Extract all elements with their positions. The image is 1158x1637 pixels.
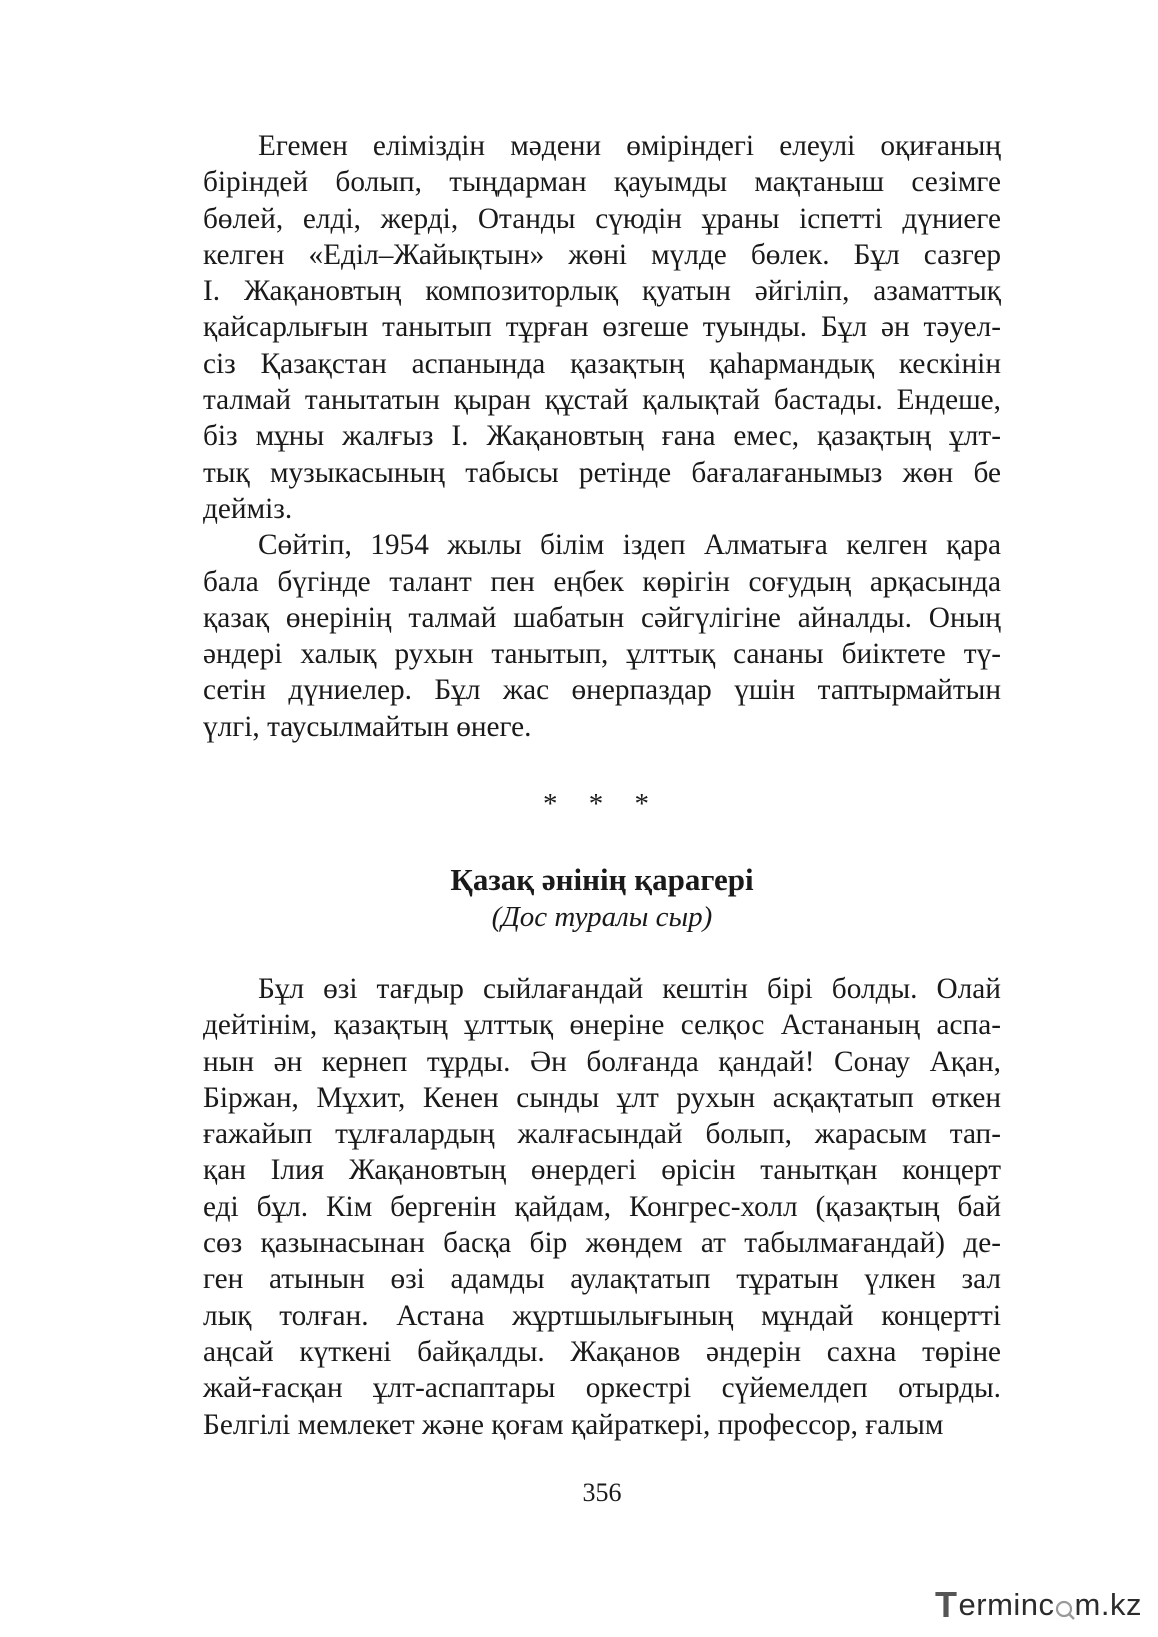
- text-line: дейміз.: [203, 492, 293, 525]
- text-line: талмай танытатын қыран құстай қалықтай бастады. Ендеше,: [203, 384, 1001, 417]
- text-line: аңсай күткені байқалды. Жақанов әндерін сахна төріне: [203, 1335, 1001, 1368]
- section-1: [203, 128, 1001, 745]
- paragraph: [203, 527, 1001, 745]
- text-line: біріндей болып, тыңдарман қауымды мақтаныш сезімге: [203, 166, 1001, 199]
- section-1-paragraphs: [203, 128, 1001, 745]
- text-line: тық музыкасының табысы ретінде бағалағанымыз жөн бе: [203, 456, 1001, 489]
- section-2-paragraphs: [203, 971, 1001, 1443]
- watermark-letter: T: [935, 1584, 958, 1625]
- magnifier-icon: [1055, 1593, 1075, 1617]
- text-line: Егемен еліміздін мәдени өміріндегі елеулі оқиғаның: [258, 130, 1001, 162]
- text-line: бала бүгінде талант пен еңбек көрігін соғудың арқасында: [203, 565, 1001, 598]
- text-line: еді бұл. Кім бергенін қайдам, Конгрес-холл (қазақтың бай: [203, 1190, 1001, 1223]
- text-line: әндері халық рухын танытып, ұлттық сананы биіктете тү-: [203, 638, 1001, 671]
- text-line: біз мұны жалғыз І. Жақановтың ғана емес, қазақтың ұлт-: [203, 420, 1001, 453]
- text-line: Сөйтіп, 1954 жылы білім іздеп Алматыға келген қара: [258, 529, 1001, 562]
- chapter-title: Қазақ әнінің қарагері: [450, 862, 754, 897]
- text-line: Белгілі мемлекет және қоғам қайраткері, профессор, ғалым: [203, 1408, 944, 1441]
- paragraph: [203, 971, 1001, 1443]
- text-line: бөлей, елді, жерді, Отанды сүюдін ұраны іспетті дүниеге: [203, 202, 1001, 235]
- page-number: 356: [582, 1478, 622, 1507]
- section-2: [203, 971, 1001, 1443]
- text-line: ген атынын өзі адамды аулақтатып тұратын үлкен зал: [203, 1263, 1001, 1296]
- text-line: дейтінім, қазақтың ұлттық өнеріне селқос Астананың аспа-: [203, 1009, 1001, 1042]
- text-line: ғажайып тұлғалардың жалғасындай болып, жарасым тап-: [203, 1118, 1001, 1151]
- text-line: үлгі, таусылмайтын өнеге.: [203, 710, 532, 743]
- site-watermark[interactable]: [935, 1583, 1145, 1627]
- text-line: лық толған. Астана жұртшылығының мұндай концертті: [203, 1299, 1001, 1332]
- chapter-subtitle: (Дос туралы сыр): [491, 901, 713, 933]
- text-line: қайсарлығын танытып тұрған өзгеше туынды. Бұл ән тәуел-: [203, 311, 1001, 344]
- section-separator: * * *: [543, 788, 661, 820]
- text-line: Біржан, Мұхит, Кенен сынды ұлт рухын асқақтатып өткен: [203, 1081, 1001, 1114]
- text-line: сетін дүниелер. Бұл жас өнерпаздар үшін таптырмайтын: [203, 674, 1001, 707]
- text-line: қан Ілия Жақановтың өнердегі өрісін танытқан концерт: [203, 1154, 1001, 1187]
- paragraph: [203, 128, 1001, 527]
- text-line: Бұл өзі тағдыр сыйлағандай кештін бірі болды. Олай: [258, 973, 1001, 1005]
- text-line: нын ән кернеп тұрды. Ән болғанда қандай! Сонау Ақан,: [203, 1045, 1001, 1078]
- text-line: келген «Еділ–Жайықтын» жөні мүлде бөлек. Бұл сазгер: [203, 238, 1001, 271]
- text-line: қазақ өнерінің талмай шабатын сәйгүлігіне айналды. Оның: [203, 601, 1001, 634]
- text-line: сөз қазынасынан басқа бір жөндем ат табылмағандай) де-: [203, 1227, 1001, 1260]
- text-line: сіз Қазақстан аспанында қазақтың қаһармандық кескінін: [203, 347, 1001, 380]
- watermark-domain: m.kz: [1074, 1587, 1142, 1622]
- watermark-text: erminc: [958, 1587, 1055, 1622]
- text-line: І. Жақановтың композиторлық қуатын әйгіліп, азаматтық: [203, 275, 1001, 308]
- text-line: жай-ғасқан ұлт-аспаптары оркестрі сүйемелдеп отырды.: [203, 1372, 1001, 1405]
